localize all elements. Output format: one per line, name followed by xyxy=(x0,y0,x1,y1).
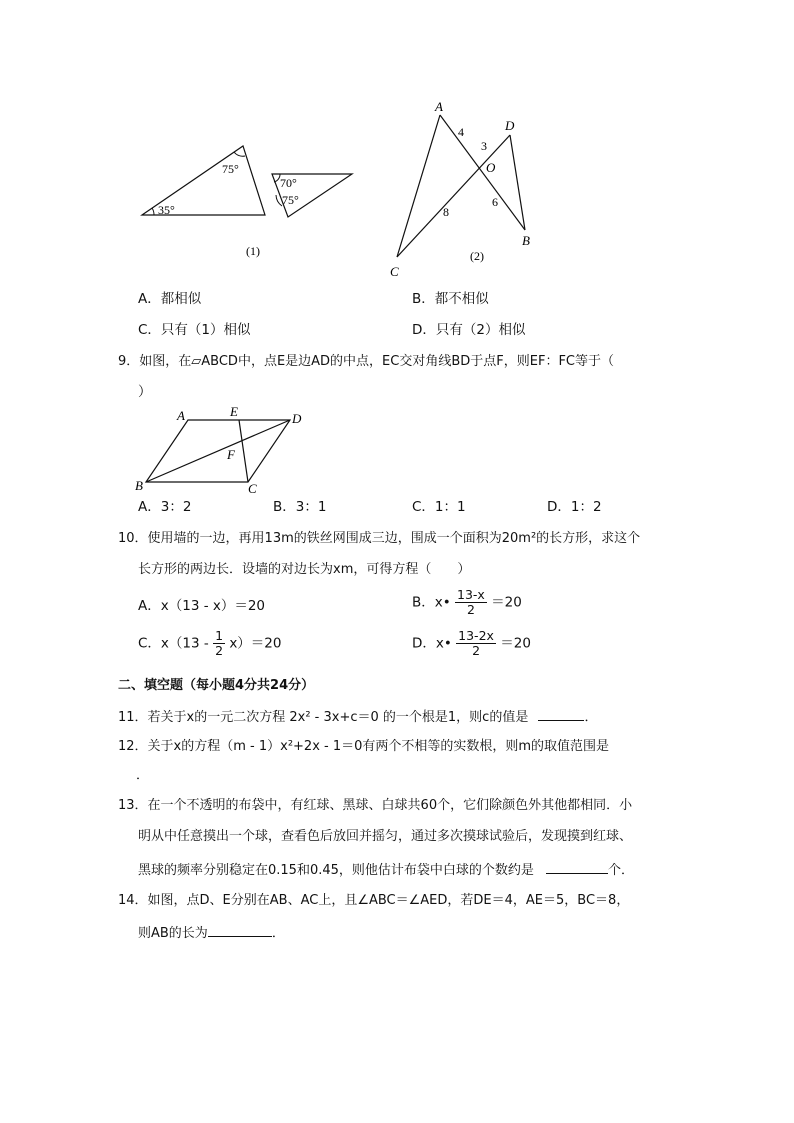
q13-question-line1: 13．在一个不透明的布袋中，有红球、黑球、白球共60个，它们除颜色外其他都相同．小 xyxy=(118,798,633,813)
point-C: C xyxy=(248,481,257,496)
q10-option-b-prefix: B．x• xyxy=(412,594,451,611)
q10-option-c-suffix: x）＝20 xyxy=(229,635,282,652)
q13-line3-end: 个． xyxy=(608,863,635,878)
q9-option-c: C．1：1 xyxy=(412,499,466,515)
q8-option-c: C．只有（1）相似 xyxy=(138,322,251,338)
fraction-denominator: 2 xyxy=(472,643,481,658)
q12-question-line1: 12．关于x的方程（m - 1）x²+2x - 1＝0有两个不相等的实数根，则m的取值范围是 xyxy=(118,739,610,754)
q14-answer-blank[interactable] xyxy=(208,922,272,937)
q10-option-b-suffix: ＝20 xyxy=(491,594,522,611)
q10-option-b xyxy=(412,588,522,617)
point-D: D xyxy=(505,118,515,133)
q10-option-d-prefix: D．x• xyxy=(412,635,452,652)
point-B: B xyxy=(522,233,530,248)
q14-question-line2 xyxy=(138,922,285,944)
q10-option-d-suffix: ＝20 xyxy=(500,635,531,652)
q8-option-d: D．只有（2）相似 xyxy=(412,322,526,338)
q9-question-line1: 9．如图，在▱ABCD中，点E是边AD的中点，EC交对角线BD于点F，则EF：FC等于（ xyxy=(118,354,614,369)
q10-option-d xyxy=(412,629,531,658)
fraction-numerator: 1 xyxy=(215,628,224,643)
q8-option-a: A．都相似 xyxy=(138,291,202,307)
q14-question-line1: 14．如图，点D、E分别在AB、AC上，且∠ABC＝∠AED，若DE＝4，AE＝5，BC＝8， xyxy=(118,893,630,908)
section-title: 二、填空题（每小题4分共24分） xyxy=(118,678,315,693)
point-A: A xyxy=(177,408,185,423)
point-F: F xyxy=(227,447,235,462)
fraction-denominator: 2 xyxy=(466,602,475,617)
q10-question-line1: 10．使用墙的一边，再用13m的铁丝网围成三边，围成一个面积为20m²的长方形，求这个 xyxy=(118,531,641,546)
fraction-numerator: 13-2x xyxy=(458,628,494,643)
point-O: O xyxy=(486,160,496,175)
point-C: C xyxy=(390,264,399,279)
q11-answer-blank[interactable] xyxy=(538,706,584,721)
q13-line3-text: 黑球的频率分别稳定在0.15和0.45，则他估计布袋中白球的个数约是 xyxy=(138,863,534,878)
q13-answer-blank[interactable] xyxy=(546,859,608,874)
q9-question-line2: ） xyxy=(138,384,152,400)
q10-option-c-prefix: C．x（13 - xyxy=(138,635,209,652)
q11-end: ． xyxy=(584,710,598,725)
fig2-caption: (2) xyxy=(470,249,484,263)
q10-question-line2: 长方形的两边长．设墙的对边长为xm，可得方程（ ） xyxy=(138,562,471,577)
angle-arc-35 xyxy=(152,208,154,215)
q11-text: 11．若关于x的一元二次方程 2x² - 3x+c＝0 的一个根是1，则c的值是 xyxy=(118,710,529,725)
q10-option-c-fraction xyxy=(213,629,225,658)
q13-question-line3 xyxy=(138,859,634,881)
q10-option-b-fraction xyxy=(455,588,487,617)
q8-figure-2 xyxy=(380,95,550,285)
point-A: A xyxy=(435,99,443,114)
q10-option-d-fraction xyxy=(456,629,496,658)
q9-option-b: B．3：1 xyxy=(273,499,327,515)
angle-label-75-large: 75° xyxy=(222,162,239,176)
q11-question xyxy=(118,706,597,728)
fig1-caption: (1) xyxy=(246,244,260,258)
angle-label-70: 70° xyxy=(280,176,297,190)
q9-option-a: A．3：2 xyxy=(138,499,192,515)
angle-label-75-small: 75° xyxy=(282,193,299,207)
angle-label-35: 35° xyxy=(158,203,175,217)
length-OC: 8 xyxy=(443,205,449,219)
point-D: D xyxy=(292,411,302,426)
fraction-numerator: 13-x xyxy=(457,587,485,602)
length-OB: 6 xyxy=(492,195,498,209)
length-AO: 4 xyxy=(458,125,464,139)
q8-figure-1 xyxy=(130,140,370,265)
fraction-denominator: 2 xyxy=(215,643,224,658)
q9-parallelogram-figure xyxy=(130,402,320,497)
q14-line2-text: 则AB的长为 xyxy=(138,926,208,941)
point-B: B xyxy=(135,478,143,493)
q14-line2-end: ． xyxy=(271,926,285,941)
q10-option-a: A．x（13 - x）＝20 xyxy=(138,598,266,614)
q9-option-d: D．1：2 xyxy=(547,499,602,515)
point-E: E xyxy=(230,404,238,419)
q13-question-line2: 明从中任意摸出一个球，查看色后放回并摇匀，通过多次摸球试验后，发现摸到红球、 xyxy=(138,829,633,844)
length-OD: 3 xyxy=(481,139,487,153)
q12-question-line2: ． xyxy=(136,768,150,783)
q10-option-c xyxy=(138,629,281,658)
q8-option-b: B．都不相似 xyxy=(412,291,489,307)
angle-arc-75-large xyxy=(234,152,245,156)
